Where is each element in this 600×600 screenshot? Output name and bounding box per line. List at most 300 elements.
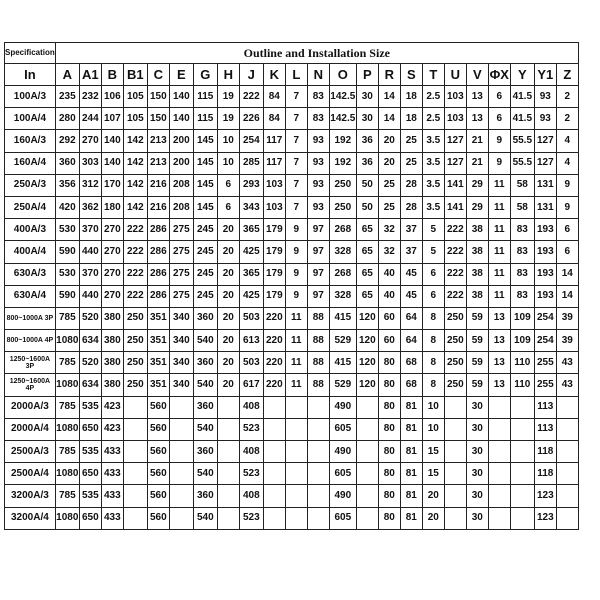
table-cell: 220 — [263, 307, 285, 329]
table-cell: 380 — [101, 352, 123, 374]
table-cell: 60 — [378, 330, 400, 352]
table-cell — [488, 463, 510, 485]
table-cell: 250 — [444, 374, 466, 396]
table-cell: 365 — [239, 263, 263, 285]
table-cell: 88 — [307, 374, 329, 396]
table-row — [5, 86, 579, 108]
table-cell: 560 — [147, 441, 169, 463]
column-header: E — [169, 64, 193, 86]
table-cell: 145 — [193, 130, 217, 152]
table-cell: 2.5 — [422, 86, 444, 108]
table-cell: 10 — [422, 418, 444, 440]
table-cell: 220 — [263, 352, 285, 374]
table-cell: 7 — [285, 174, 307, 196]
table-cell: 312 — [79, 174, 101, 196]
table-cell: 41.5 — [510, 108, 534, 130]
table-cell: 38 — [466, 241, 488, 263]
table-cell: 6 — [217, 174, 239, 196]
table-cell: 6 — [422, 285, 444, 307]
table-cell: 81 — [400, 463, 422, 485]
table-cell: 118 — [534, 441, 556, 463]
table-cell: 650 — [79, 463, 101, 485]
table-cell: 11 — [285, 374, 307, 396]
table-cell — [217, 396, 239, 418]
table-cell: 270 — [101, 285, 123, 307]
table-cell: 613 — [239, 330, 263, 352]
column-header: T — [422, 64, 444, 86]
table-cell: 200 — [169, 152, 193, 174]
column-header: K — [263, 64, 285, 86]
column-header: L — [285, 64, 307, 86]
table-cell: 50 — [356, 196, 378, 218]
row-label: 1250~1600A 4P — [5, 374, 56, 396]
table-cell: 634 — [79, 330, 101, 352]
table-cell — [123, 485, 147, 507]
table-cell: 113 — [534, 418, 556, 440]
table-cell: 523 — [239, 418, 263, 440]
column-header: Z — [556, 64, 578, 86]
table-cell: 286 — [147, 285, 169, 307]
table-cell: 20 — [422, 507, 444, 529]
table-cell: 20 — [217, 330, 239, 352]
table-cell: 18 — [400, 108, 422, 130]
table-cell — [263, 396, 285, 418]
table-cell: 29 — [466, 196, 488, 218]
table-cell — [556, 441, 578, 463]
table-cell — [556, 418, 578, 440]
table-cell: 535 — [79, 396, 101, 418]
table-cell — [307, 463, 329, 485]
table-cell: 250 — [123, 374, 147, 396]
table-cell: 193 — [534, 263, 556, 285]
table-cell: 360 — [193, 307, 217, 329]
table-cell: 43 — [556, 374, 578, 396]
table-cell — [169, 418, 193, 440]
table-cell: 58 — [510, 196, 534, 218]
column-header: P — [356, 64, 378, 86]
table-cell: 117 — [263, 152, 285, 174]
table-cell: 80 — [378, 396, 400, 418]
table-row — [5, 441, 579, 463]
table-cell: 590 — [55, 285, 79, 307]
table-cell: 93 — [307, 174, 329, 196]
table-cell: 222 — [239, 86, 263, 108]
table-cell: 535 — [79, 441, 101, 463]
table-cell: 1080 — [55, 374, 79, 396]
table-cell — [444, 441, 466, 463]
table-cell: 340 — [169, 307, 193, 329]
table-cell — [285, 507, 307, 529]
column-header: B — [101, 64, 123, 86]
column-header: B1 — [123, 64, 147, 86]
table-cell — [169, 507, 193, 529]
table-cell: 97 — [307, 285, 329, 307]
table-cell: 340 — [169, 352, 193, 374]
table-cell: 280 — [55, 108, 79, 130]
table-cell: 213 — [147, 130, 169, 152]
table-cell: 81 — [400, 396, 422, 418]
table-cell — [556, 463, 578, 485]
table-cell: 245 — [193, 263, 217, 285]
table-cell — [488, 441, 510, 463]
table-cell: 170 — [101, 174, 123, 196]
table-cell: 351 — [147, 352, 169, 374]
row-label: 630A/4 — [5, 285, 56, 307]
column-header: V — [466, 64, 488, 86]
table-cell: 360 — [193, 441, 217, 463]
table-cell: 19 — [217, 86, 239, 108]
table-cell: 80 — [378, 418, 400, 440]
table-cell: 415 — [329, 352, 356, 374]
table-cell: 232 — [79, 86, 101, 108]
table-cell: 490 — [329, 441, 356, 463]
table-cell: 360 — [55, 152, 79, 174]
table-cell: 785 — [55, 352, 79, 374]
table-cell: 65 — [356, 285, 378, 307]
table-cell: 540 — [193, 374, 217, 396]
table-cell: 220 — [263, 374, 285, 396]
table-cell: 270 — [101, 219, 123, 241]
table-cell — [356, 418, 378, 440]
table-cell: 255 — [534, 374, 556, 396]
table-cell: 60 — [378, 307, 400, 329]
table-cell: 109 — [510, 307, 534, 329]
table-cell: 7 — [285, 152, 307, 174]
table-cell: 11 — [285, 352, 307, 374]
table-cell: 18 — [400, 86, 422, 108]
column-header: H — [217, 64, 239, 86]
table-cell: 268 — [329, 263, 356, 285]
table-cell: 8 — [422, 374, 444, 396]
table-cell: 21 — [466, 130, 488, 152]
table-cell: 785 — [55, 307, 79, 329]
table-cell — [217, 441, 239, 463]
table-cell: 25 — [378, 196, 400, 218]
table-cell: 123 — [534, 485, 556, 507]
table-cell: 120 — [356, 307, 378, 329]
table-cell: 560 — [147, 396, 169, 418]
table-cell: 80 — [378, 352, 400, 374]
table-cell: 785 — [55, 396, 79, 418]
table-cell: 13 — [466, 108, 488, 130]
table-cell — [510, 418, 534, 440]
table-cell: 605 — [329, 507, 356, 529]
table-cell — [488, 418, 510, 440]
table-cell: 30 — [466, 441, 488, 463]
table-cell: 81 — [400, 485, 422, 507]
table-cell: 216 — [147, 196, 169, 218]
table-cell: 83 — [510, 285, 534, 307]
table-cell — [356, 396, 378, 418]
table-cell — [556, 485, 578, 507]
table-cell: 11 — [488, 174, 510, 196]
table-cell: 440 — [79, 285, 101, 307]
table-cell: 14 — [556, 285, 578, 307]
table-title: Outline and Installation Size — [55, 43, 578, 64]
table-cell: 245 — [193, 219, 217, 241]
table-cell: 250 — [444, 352, 466, 374]
table-cell — [356, 507, 378, 529]
table-cell: 131 — [534, 174, 556, 196]
column-header: R — [378, 64, 400, 86]
table-cell: 2.5 — [422, 108, 444, 130]
table-cell: 6 — [422, 263, 444, 285]
table-cell: 127 — [534, 152, 556, 174]
row-label: 2000A/4 — [5, 418, 56, 440]
table-cell: 7 — [285, 86, 307, 108]
column-header: N — [307, 64, 329, 86]
table-cell: 250 — [123, 352, 147, 374]
table-cell: 523 — [239, 507, 263, 529]
table-cell: 93 — [534, 86, 556, 108]
table-cell: 29 — [466, 174, 488, 196]
table-cell — [307, 485, 329, 507]
table-row — [5, 130, 579, 152]
table-cell — [123, 418, 147, 440]
table-cell: 6 — [488, 86, 510, 108]
table-cell: 55.5 — [510, 130, 534, 152]
column-header: In — [5, 64, 56, 86]
table-cell: 520 — [79, 307, 101, 329]
column-header: A1 — [79, 64, 101, 86]
table-cell — [444, 463, 466, 485]
column-header: ΦX — [488, 64, 510, 86]
table-cell: 503 — [239, 352, 263, 374]
table-cell: 68 — [400, 352, 422, 374]
table-cell — [285, 463, 307, 485]
table-cell: 193 — [534, 285, 556, 307]
table-cell: 365 — [239, 219, 263, 241]
table-cell: 540 — [193, 330, 217, 352]
table-cell: 356 — [55, 174, 79, 196]
table-cell: 433 — [101, 463, 123, 485]
table-cell: 64 — [400, 330, 422, 352]
table-cell: 380 — [101, 330, 123, 352]
table-cell: 38 — [466, 219, 488, 241]
table-cell: 617 — [239, 374, 263, 396]
table-cell — [488, 507, 510, 529]
table-cell: 270 — [101, 263, 123, 285]
table-cell: 38 — [466, 263, 488, 285]
table-cell: 9 — [488, 152, 510, 174]
table-cell: 15 — [422, 441, 444, 463]
table-cell: 59 — [466, 307, 488, 329]
table-cell: 150 — [147, 108, 169, 130]
table-cell: 140 — [169, 86, 193, 108]
column-header: O — [329, 64, 356, 86]
table-cell: 605 — [329, 463, 356, 485]
column-header: J — [239, 64, 263, 86]
table-cell: 81 — [400, 441, 422, 463]
table-cell: 540 — [193, 418, 217, 440]
table-cell: 2 — [556, 108, 578, 130]
table-cell: 32 — [378, 241, 400, 263]
table-cell: 93 — [534, 108, 556, 130]
table-cell: 20 — [217, 374, 239, 396]
table-cell: 37 — [400, 219, 422, 241]
table-cell: 254 — [534, 330, 556, 352]
table-cell: 117 — [263, 130, 285, 152]
table-cell — [285, 396, 307, 418]
table-cell — [307, 418, 329, 440]
table-cell: 408 — [239, 485, 263, 507]
row-label: 3200A/3 — [5, 485, 56, 507]
table-cell: 150 — [147, 86, 169, 108]
table-cell: 245 — [193, 285, 217, 307]
table-cell: 20 — [217, 241, 239, 263]
table-cell: 560 — [147, 418, 169, 440]
row-label: 160A/4 — [5, 152, 56, 174]
table-cell: 530 — [55, 263, 79, 285]
table-cell: 141 — [444, 174, 466, 196]
table-row — [5, 463, 579, 485]
table-cell — [263, 485, 285, 507]
table-cell: 650 — [79, 507, 101, 529]
table-cell: 40 — [378, 263, 400, 285]
table-cell: 8 — [422, 352, 444, 374]
table-cell: 141 — [444, 196, 466, 218]
table-cell: 254 — [239, 130, 263, 152]
table-cell: 142.5 — [329, 108, 356, 130]
table-cell — [556, 396, 578, 418]
table-cell: 80 — [378, 441, 400, 463]
table-cell — [123, 441, 147, 463]
table-cell: 127 — [534, 130, 556, 152]
table-cell: 328 — [329, 241, 356, 263]
table-cell: 25 — [378, 174, 400, 196]
table-cell: 20 — [217, 219, 239, 241]
table-cell: 107 — [101, 108, 123, 130]
table-cell: 36 — [356, 130, 378, 152]
table-cell: 140 — [101, 152, 123, 174]
table-cell: 30 — [466, 463, 488, 485]
table-cell: 529 — [329, 330, 356, 352]
table-cell: 6 — [556, 241, 578, 263]
column-header: C — [147, 64, 169, 86]
table-cell: 103 — [444, 86, 466, 108]
table-cell — [556, 507, 578, 529]
table-cell: 30 — [466, 396, 488, 418]
table-cell: 222 — [444, 285, 466, 307]
table-cell — [444, 418, 466, 440]
table-cell: 200 — [169, 130, 193, 152]
table-cell: 65 — [356, 263, 378, 285]
table-cell: 83 — [307, 108, 329, 130]
table-cell: 59 — [466, 352, 488, 374]
table-cell: 360 — [193, 396, 217, 418]
table-cell: 179 — [263, 241, 285, 263]
table-row — [5, 418, 579, 440]
table-cell — [217, 463, 239, 485]
table-cell: 255 — [534, 352, 556, 374]
table-cell: 39 — [556, 307, 578, 329]
table-cell: 38 — [466, 285, 488, 307]
table-cell: 81 — [400, 418, 422, 440]
table-cell: 113 — [534, 396, 556, 418]
table-cell: 84 — [263, 108, 285, 130]
row-label: 2500A/4 — [5, 463, 56, 485]
table-cell: 275 — [169, 285, 193, 307]
table-cell: 106 — [101, 86, 123, 108]
table-cell: 88 — [307, 330, 329, 352]
table-cell — [488, 396, 510, 418]
table-cell — [123, 396, 147, 418]
table-cell: 503 — [239, 307, 263, 329]
table-cell: 192 — [329, 152, 356, 174]
table-cell: 250 — [444, 307, 466, 329]
table-cell: 1080 — [55, 463, 79, 485]
row-label: 100A/3 — [5, 86, 56, 108]
table-cell: 97 — [307, 219, 329, 241]
table-cell: 250 — [123, 330, 147, 352]
table-cell: 220 — [263, 330, 285, 352]
table-cell: 145 — [193, 196, 217, 218]
table-cell: 9 — [285, 219, 307, 241]
table-cell: 105 — [123, 108, 147, 130]
table-cell: 80 — [378, 507, 400, 529]
table-cell: 244 — [79, 108, 101, 130]
table-cell — [444, 507, 466, 529]
table-cell: 362 — [79, 196, 101, 218]
table-cell: 226 — [239, 108, 263, 130]
specification-label: Specification — [5, 43, 56, 64]
table-cell: 13 — [488, 374, 510, 396]
row-label: 800~1000A 3P — [5, 307, 56, 329]
table-row — [5, 485, 579, 507]
row-label: 250A/3 — [5, 174, 56, 196]
table-cell: 208 — [169, 174, 193, 196]
table-row — [5, 152, 579, 174]
table-cell: 83 — [510, 263, 534, 285]
table-cell: 9 — [285, 285, 307, 307]
table-cell: 4 — [556, 152, 578, 174]
table-cell: 1080 — [55, 330, 79, 352]
table-cell: 30 — [466, 507, 488, 529]
table-cell: 20 — [217, 285, 239, 307]
column-header: S — [400, 64, 422, 86]
table-cell — [307, 396, 329, 418]
table-cell: 142.5 — [329, 86, 356, 108]
table-cell: 250 — [329, 174, 356, 196]
table-cell: 59 — [466, 374, 488, 396]
table-cell: 11 — [488, 263, 510, 285]
table-cell: 634 — [79, 374, 101, 396]
column-header: Y1 — [534, 64, 556, 86]
table-cell: 9 — [285, 263, 307, 285]
table-cell — [169, 396, 193, 418]
table-cell — [263, 463, 285, 485]
table-cell: 250 — [444, 330, 466, 352]
table-cell: 11 — [285, 330, 307, 352]
table-cell: 340 — [169, 374, 193, 396]
table-cell: 59 — [466, 330, 488, 352]
table-cell: 10 — [217, 130, 239, 152]
table-cell: 605 — [329, 418, 356, 440]
table-cell: 3.5 — [422, 130, 444, 152]
table-cell: 8 — [422, 330, 444, 352]
table-cell: 93 — [307, 196, 329, 218]
table-cell: 120 — [356, 352, 378, 374]
table-cell: 64 — [400, 307, 422, 329]
table-cell: 270 — [79, 130, 101, 152]
table-cell: 140 — [169, 108, 193, 130]
table-cell: 250 — [123, 307, 147, 329]
table-cell: 222 — [444, 219, 466, 241]
row-label: 1250~1600A 3P — [5, 352, 56, 374]
table-cell — [263, 418, 285, 440]
table-cell: 19 — [217, 108, 239, 130]
table-cell: 785 — [55, 441, 79, 463]
